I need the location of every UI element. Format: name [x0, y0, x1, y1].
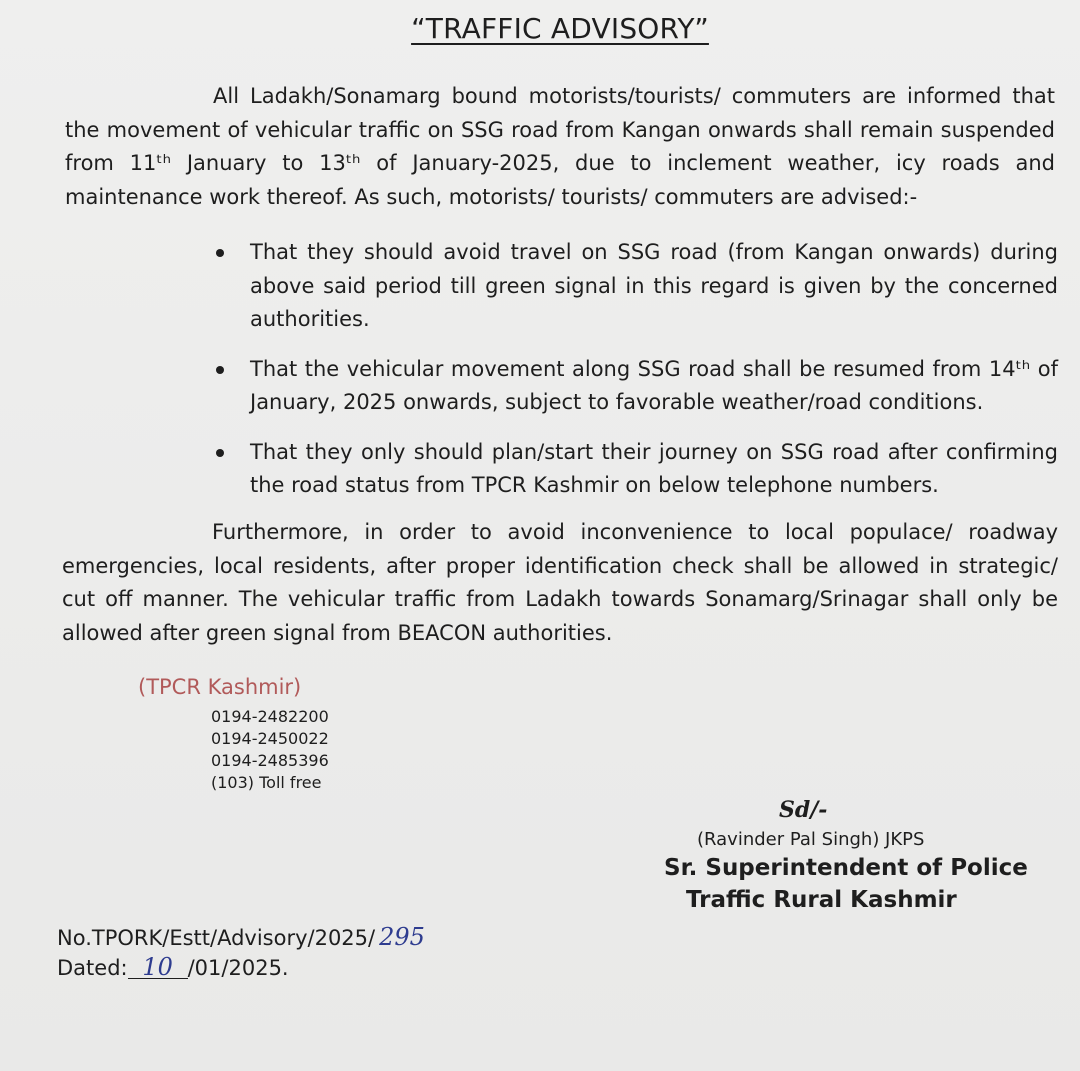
handwritten-day: 10 [128, 956, 188, 979]
reference-block [57, 922, 425, 983]
contact-title: (TPCR Kashmir) [138, 675, 302, 699]
phone-number: 0194-2485396 [211, 751, 329, 770]
title-text: “TRAFFIC ADVISORY” [411, 12, 709, 45]
reference-prefix: No.TPORK/Estt/Advisory/2025/ [57, 926, 376, 950]
toll-free-number: (103) Toll free [211, 773, 322, 792]
handwritten-number: 295 [379, 923, 425, 951]
signature-mark: Sd/- [779, 797, 828, 823]
phone-number: 0194-2482200 [211, 707, 329, 726]
reference-date [57, 953, 425, 983]
document-title [0, 12, 1080, 45]
signatory-name: (Ravinder Pal Singh) JKPS [697, 829, 925, 850]
reference-number [57, 922, 425, 953]
list-item: That the vehicular movement along SSG road shall be resumed from 14ᵗʰ of January, 2025 onwards, subject to favorable weather/road conditions. [250, 353, 1058, 420]
signatory-unit: Traffic Rural Kashmir [686, 887, 957, 913]
list-item: That they should avoid travel on SSG road (from Kangan onwards) during above said period till green signal in this regard is given by the concerned authorities. [250, 236, 1058, 337]
date-suffix: /01/2025. [187, 956, 289, 980]
signatory-rank: Sr. Superintendent of Police [664, 855, 1028, 881]
intro-paragraph: All Ladakh/Sonamarg bound motorists/tourists/ commuters are informed that the movement of vehicular traffic on SSG road from Kangan onwards shall remain suspended from 11ᵗʰ January to 13ᵗʰ of January-2025, due to inclement weather, icy roads and maintenance work thereof. As such, motorists/ tourists/ commuters are advised:- [65, 84, 1055, 209]
contact-numbers [211, 706, 329, 794]
date-label: Dated: [57, 956, 128, 980]
phone-number: 0194-2450022 [211, 729, 329, 748]
advice-list [250, 236, 1058, 503]
furthermore-paragraph: Furthermore, in order to avoid inconvenience to local populace/ roadway emergencies, local residents, after proper identification check shall be allowed in strategic/ cut off manner. The vehicular traffic from Ladakh towards Sonamarg/Srinagar shall only be allowed after green signal from BEACON authorities. [62, 520, 1058, 645]
list-item: That they only should plan/start their journey on SSG road after confirming the road status from TPCR Kashmir on below telephone numbers. [250, 436, 1058, 503]
